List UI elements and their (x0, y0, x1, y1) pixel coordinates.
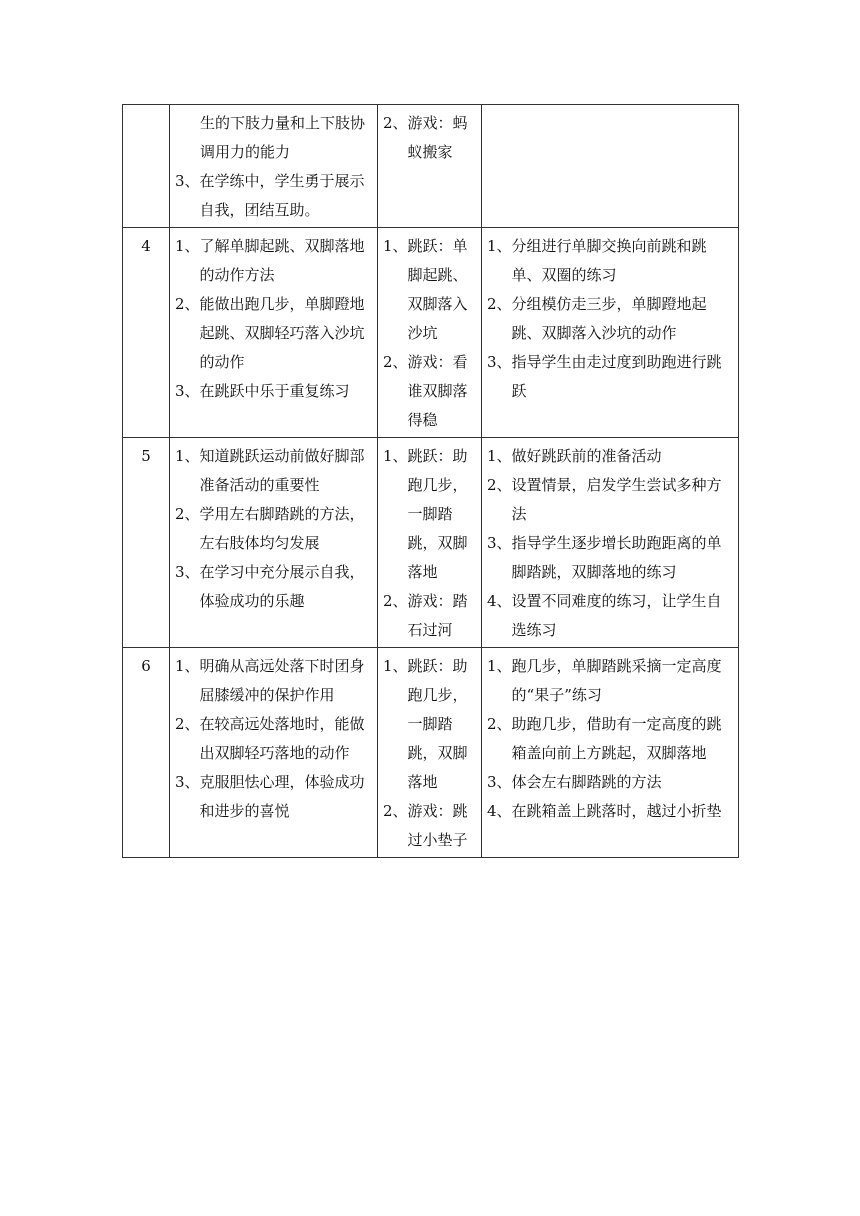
content-cell (378, 648, 482, 858)
method-item (487, 652, 733, 710)
goals-continuation-text: 生的下肢力量和上下肢协调用力的能力 (200, 114, 366, 161)
content-item-number: 2、 (383, 114, 408, 132)
goal-item (175, 500, 372, 558)
method-item-number: 3、 (487, 534, 512, 552)
content-item-number: 1、 (383, 237, 408, 255)
method-item-text: 指导学生由走过度到助跑进行跳跃 (511, 353, 722, 400)
method-item-number: 4、 (487, 802, 512, 820)
method-item-text: 跑几步，单脚踏跳采摘一定高度的“果子”练习 (511, 657, 722, 704)
content-item-text: 游戏：看谁双脚落得稳 (407, 353, 468, 429)
content-item-text: 跳跃：助跑几步，一脚踏跳，双脚落地 (407, 657, 468, 791)
method-item (487, 471, 733, 529)
method-item (487, 529, 733, 587)
lesson-number-cell: 4 (123, 228, 170, 438)
method-item-number: 2、 (487, 295, 512, 313)
lesson-number-cell (123, 105, 170, 228)
method-item (487, 797, 733, 826)
goal-item (175, 652, 372, 710)
goal-item-number: 2、 (175, 715, 200, 733)
goal-item-number: 3、 (175, 172, 200, 190)
goal-item-number: 1、 (175, 657, 200, 675)
method-item-number: 2、 (487, 476, 512, 494)
table-row (123, 105, 739, 228)
method-item-number: 3、 (487, 773, 512, 791)
goals-cell (170, 228, 378, 438)
method-item (487, 768, 733, 797)
goal-item-text: 能做出跑几步，单脚蹬地起跳、双脚轻巧落入沙坑的动作 (199, 295, 365, 371)
goals-cell (170, 105, 378, 228)
content-item-number: 2、 (383, 592, 408, 610)
goal-item (175, 710, 372, 768)
method-item (487, 587, 733, 645)
content-item-text: 游戏：踏石过河 (407, 592, 468, 639)
goal-item (175, 442, 372, 500)
method-item (487, 348, 733, 406)
goals-cell (170, 438, 378, 648)
goals-cell (170, 648, 378, 858)
method-item-text: 做好跳跃前的准备活动 (511, 447, 662, 465)
goal-item-number: 3、 (175, 773, 200, 791)
goal-item-text: 在学练中，学生勇于展示自我，团结互助。 (199, 172, 365, 219)
lesson-plan-table (122, 104, 739, 858)
goal-item-number: 1、 (175, 447, 200, 465)
method-item-text: 指导学生逐步增长助跑距离的单脚踏跳，双脚落地的练习 (511, 534, 722, 581)
content-cell (378, 228, 482, 438)
lesson-number-cell: 6 (123, 648, 170, 858)
goal-item (175, 768, 372, 826)
methods-cell (482, 228, 739, 438)
method-item (487, 442, 733, 471)
method-item-text: 分组模仿走三步，单脚蹬地起跳、双脚落入沙坑的动作 (511, 295, 707, 342)
table-row (123, 648, 739, 858)
method-item-number: 1、 (487, 657, 512, 675)
method-item (487, 232, 733, 290)
goal-item (175, 232, 372, 290)
method-item-text: 在跳箱盖上跳落时，越过小折垫 (511, 802, 722, 820)
goal-item-text: 知道跳跃运动前做好脚部准备活动的重要性 (199, 447, 365, 494)
content-item-text: 游戏：蚂蚁搬家 (407, 114, 468, 161)
method-item-text: 助跑几步，借助有一定高度的跳箱盖向前上方跳起，双脚落地 (511, 715, 722, 762)
table-body (123, 105, 739, 858)
goal-item-text: 明确从高远处落下时团身屈膝缓冲的保护作用 (199, 657, 365, 704)
method-item-number: 3、 (487, 353, 512, 371)
content-item (383, 652, 476, 797)
method-item-text: 设置情景，启发学生尝试多种方法 (511, 476, 722, 523)
methods-cell (482, 105, 739, 228)
content-item (383, 109, 476, 167)
method-item-number: 2、 (487, 715, 512, 733)
content-cell (378, 105, 482, 228)
content-item (383, 232, 476, 348)
goal-item-text: 学用左右脚踏跳的方法，左右肢体均匀发展 (199, 505, 365, 552)
method-item-number: 4、 (487, 592, 512, 610)
content-item-text: 游戏：跳过小垫子 (407, 802, 468, 849)
goal-item-text: 在学习中充分展示自我，体验成功的乐趣 (199, 563, 365, 610)
methods-cell (482, 438, 739, 648)
goal-item (175, 167, 372, 225)
content-item (383, 797, 476, 855)
goal-item-number: 3、 (175, 563, 200, 581)
table-row (123, 228, 739, 438)
content-item-text: 跳跃：助跑几步，一脚踏跳，双脚落地 (407, 447, 468, 581)
goal-item (175, 377, 372, 406)
goal-item (175, 558, 372, 616)
lesson-number-cell: 5 (123, 438, 170, 648)
goal-item-text: 克服胆怯心理，体验成功和进步的喜悦 (199, 773, 365, 820)
content-item-number: 2、 (383, 353, 408, 371)
method-item-text: 体会左右脚踏跳的方法 (511, 773, 662, 791)
method-item-number: 1、 (487, 237, 512, 255)
goal-item-text: 在跳跃中乐于重复练习 (199, 382, 350, 400)
method-item (487, 290, 733, 348)
goal-item-number: 2、 (175, 505, 200, 523)
table-row (123, 438, 739, 648)
content-cell (378, 438, 482, 648)
method-item (487, 710, 733, 768)
goal-item (175, 290, 372, 377)
goal-item-number: 3、 (175, 382, 200, 400)
content-item-number: 1、 (383, 447, 408, 465)
methods-cell (482, 648, 739, 858)
method-item-number: 1、 (487, 447, 512, 465)
goal-item-text: 了解单脚起跳、双脚落地的动作方法 (199, 237, 365, 284)
goal-item-number: 1、 (175, 237, 200, 255)
method-item-text: 设置不同难度的练习，让学生自选练习 (511, 592, 722, 639)
content-item-number: 2、 (383, 802, 408, 820)
goal-item-number: 2、 (175, 295, 200, 313)
content-item-text: 跳跃：单脚起跳、双脚落入沙坑 (407, 237, 468, 342)
goal-item-text: 在较高远处落地时，能做出双脚轻巧落地的动作 (199, 715, 365, 762)
content-item (383, 442, 476, 587)
content-item-number: 1、 (383, 657, 408, 675)
content-item (383, 587, 476, 645)
method-item-text: 分组进行单脚交换向前跳和跳单、双圈的练习 (511, 237, 707, 284)
content-item (383, 348, 476, 435)
